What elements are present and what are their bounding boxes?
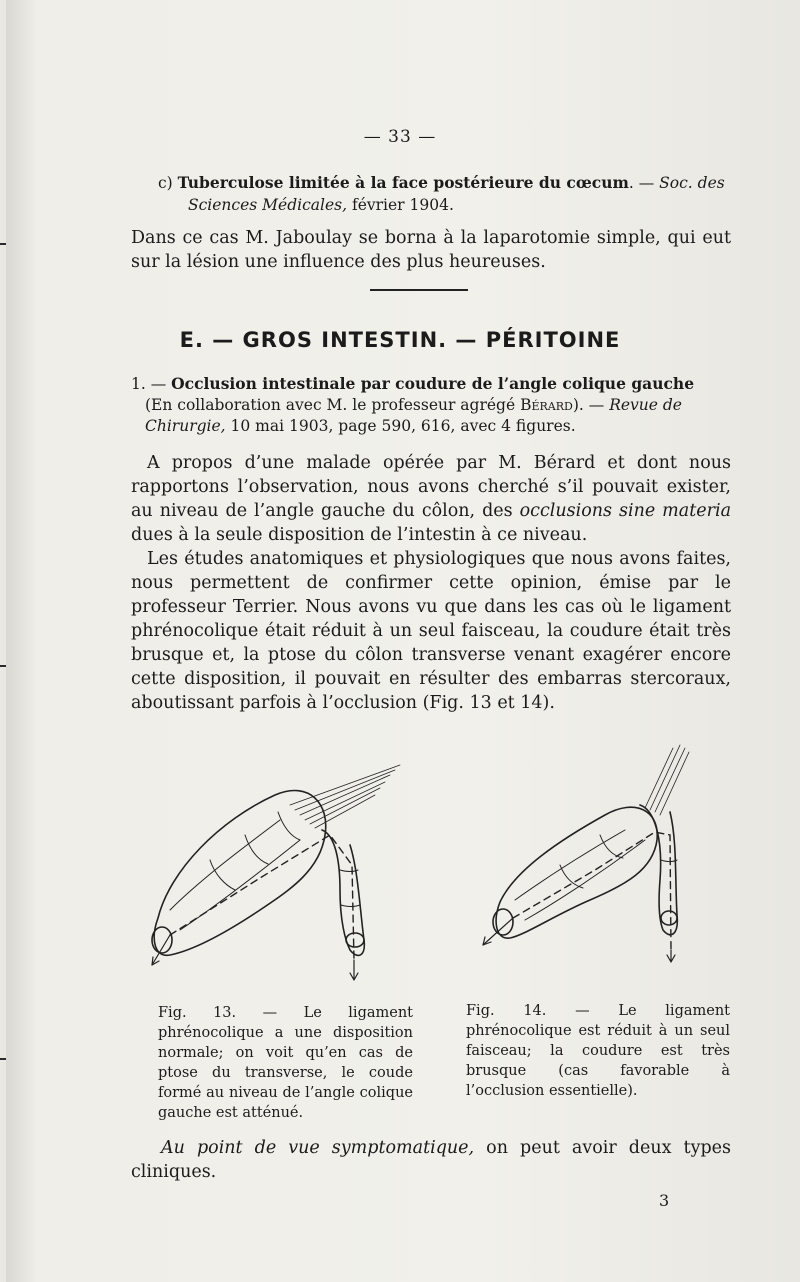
ref-title: Tuberculose limitée à la face postérieure du cœcum bbox=[177, 173, 629, 192]
para2-text-end: dues à la seule disposition de l’intestin à ce niveau. bbox=[131, 525, 588, 545]
paragraph-4 bbox=[131, 1136, 731, 1184]
para4-italic: Au point de vue symptomatique, bbox=[161, 1138, 475, 1158]
paragraph-3: Les études anatomiques et physiologiques que nous avons faites, nous permettent de confirmer cette opinion, émise par le professeur Terrier. Nous avons vu que dans les cas où le ligament phrénocolique était réduit à un seul faisceau, la coudure était très brusque et, la ptose du côlon transverse venant exagérer encore cette disposition, il pouvait en résulter des embarras stercoraux, aboutissant parfois à l’occlusion (Fig. 13 et 14). bbox=[131, 549, 731, 713]
para2-text: A propos d’une malade opérée par M. Bérard et dont nous rapportons l’observation, nous avons cherché s’il pouvait exister, au niveau de l’angle gauche du côlon, des bbox=[131, 453, 731, 521]
edge-mark bbox=[0, 1058, 6, 1060]
item-collab: (En collaboration avec M. le professeur agrégé bbox=[145, 396, 516, 414]
signature-mark: 3 bbox=[659, 1191, 670, 1210]
separator-rule bbox=[370, 289, 468, 291]
edge-mark bbox=[0, 665, 6, 667]
ref-label: c) bbox=[158, 174, 173, 192]
ref-date: février 1904. bbox=[351, 196, 454, 214]
figure-14-illustration bbox=[475, 740, 705, 970]
edge-mark bbox=[0, 243, 6, 245]
item-collab-end: ). — bbox=[572, 396, 605, 414]
para4-text: on peut avoir deux types cliniques. bbox=[131, 1138, 731, 1182]
figure-14-caption: Fig. 14. — Le ligament phrénocolique est réduit à un seul faisceau; la coudure est très brusque (cas favorable à l’occlusion essentielle). bbox=[466, 1003, 730, 1099]
paragraph-2 bbox=[131, 451, 731, 547]
ref-dash: . — bbox=[628, 174, 655, 192]
page-number: — 33 — bbox=[363, 127, 437, 147]
figure-13-illustration bbox=[140, 760, 420, 990]
item-details: 10 mai 1903, page 590, 616, avec 4 figures. bbox=[230, 417, 576, 435]
paragraph-1: Dans ce cas M. Jaboulay se borna à la laparotomie simple, qui eut sur la lésion une influence des plus heureuses. bbox=[131, 228, 731, 272]
item-title: Occlusion intestinale par coudure de l’angle colique gauche bbox=[171, 374, 695, 393]
item-collab-name: Bérard bbox=[520, 396, 573, 414]
para2-italic: occlusions sine materia bbox=[519, 501, 731, 521]
item-number: 1. — bbox=[131, 375, 167, 393]
item-journal: Revue de Chirurgie, bbox=[145, 396, 682, 435]
item-1 bbox=[131, 373, 731, 437]
ref-journal-1: Soc. des bbox=[659, 174, 725, 192]
ref-journal-2: Sciences Médicales, bbox=[188, 196, 348, 214]
section-heading: E. — GROS INTESTIN. — PÉRITOINE bbox=[179, 328, 621, 352]
figure-13-caption: Fig. 13. — Le ligament phrénocolique a une disposition normale; on voit qu’en cas de ptose du transverse, le coude formé au niveau de l’angle colique gauche est atténué. bbox=[158, 1005, 413, 1121]
reference-c bbox=[158, 172, 733, 216]
